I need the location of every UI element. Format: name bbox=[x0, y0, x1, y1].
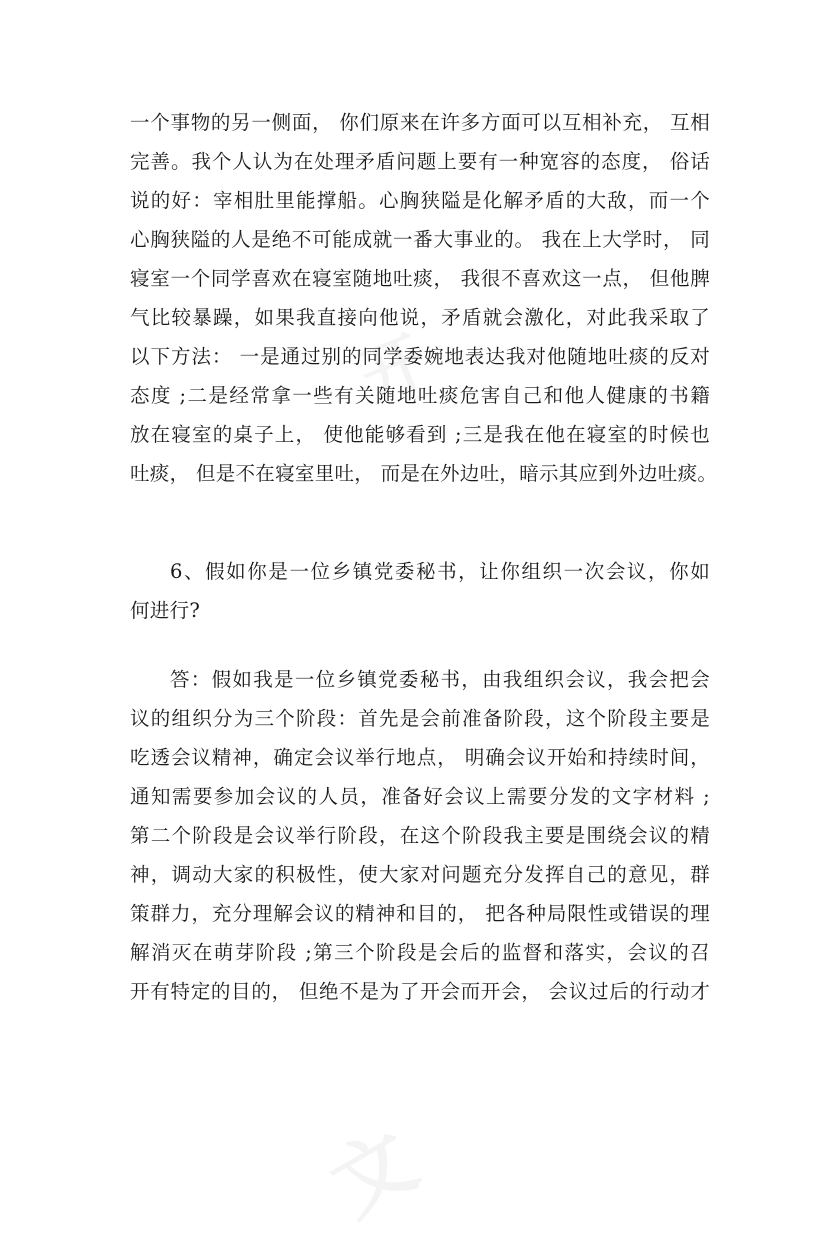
text-line: 答：假如我是一位乡镇党委秘书，由我组织会议，我会把会 bbox=[170, 668, 710, 691]
text-line: 以下方法： 一是通过别的同学委婉地表达我对他随地吐痰的反对 bbox=[130, 345, 710, 368]
text-line: 解消灭在萌芽阶段 ;第三个阶段是会后的监督和落实，会议的召 bbox=[130, 941, 710, 964]
question-heading bbox=[130, 552, 710, 630]
text-line: 寝室一个同学喜欢在寝室随地吐痰， 我很不喜欢这一点， 但他脾 bbox=[130, 267, 710, 290]
text-line: 6、假如你是一位乡镇党委秘书，让你组织一次会议，你如 bbox=[170, 560, 710, 583]
text-line: 态度 ;二是经常拿一些有关随地吐痰危害自己和他人健康的书籍 bbox=[130, 384, 710, 407]
text-line: 第二个阶段是会议举行阶段，在这个阶段我主要是围绕会议的精 bbox=[130, 824, 710, 847]
text-line: 完善。我个人认为在处理矛盾问题上要有一种宽容的态度， 俗话 bbox=[130, 150, 710, 173]
text-line: 议的组织分为三个阶段：首先是会前准备阶段，这个阶段主要是 bbox=[130, 707, 710, 730]
text-line: 神，调动大家的积极性，使大家对问题充分发挥自己的意见，群 bbox=[130, 863, 710, 886]
paragraph-conflict-handling bbox=[130, 103, 718, 493]
text-line: 吃透会议精神，确定会议举行地点， 明确会议开始和持续时间， bbox=[130, 746, 710, 769]
text-line: 开有特定的目的， 但绝不是为了开会而开会， 会议过后的行动才 bbox=[130, 980, 710, 1003]
text-line: 放在寝室的桌子上， 使他能够看到 ;三是我在他在寝室的时候也 bbox=[130, 423, 710, 446]
text-line: 说的好：宰相肚里能撑船。心胸狭隘是化解矛盾的大敌，而一个 bbox=[130, 189, 710, 212]
text-line: 气比较暴躁，如果我直接向他说，矛盾就会激化，对此我采取了 bbox=[130, 306, 710, 329]
text-line: 一个事物的另一侧面， 你们原来在许多方面可以互相补充， 互相 bbox=[130, 111, 710, 134]
text-line: 吐痰， 但是不在寝室里吐， 而是在外边吐，暗示其应到外边吐痰。 bbox=[130, 462, 718, 485]
text-line: 策群力，充分理解会议的精神和目的， 把各种局限性或错误的理 bbox=[130, 902, 710, 925]
text-line: 通知需要参加会议的人员，准备好会议上需要分发的文字材料 ; bbox=[130, 785, 710, 808]
answer-paragraph bbox=[130, 660, 710, 1011]
text-line: 何进行? bbox=[130, 599, 201, 622]
watermark bbox=[307, 1098, 434, 1237]
text-line: 心胸狭隘的人是绝不可能成就一番大事业的。 我在上大学时， 同 bbox=[130, 228, 710, 251]
